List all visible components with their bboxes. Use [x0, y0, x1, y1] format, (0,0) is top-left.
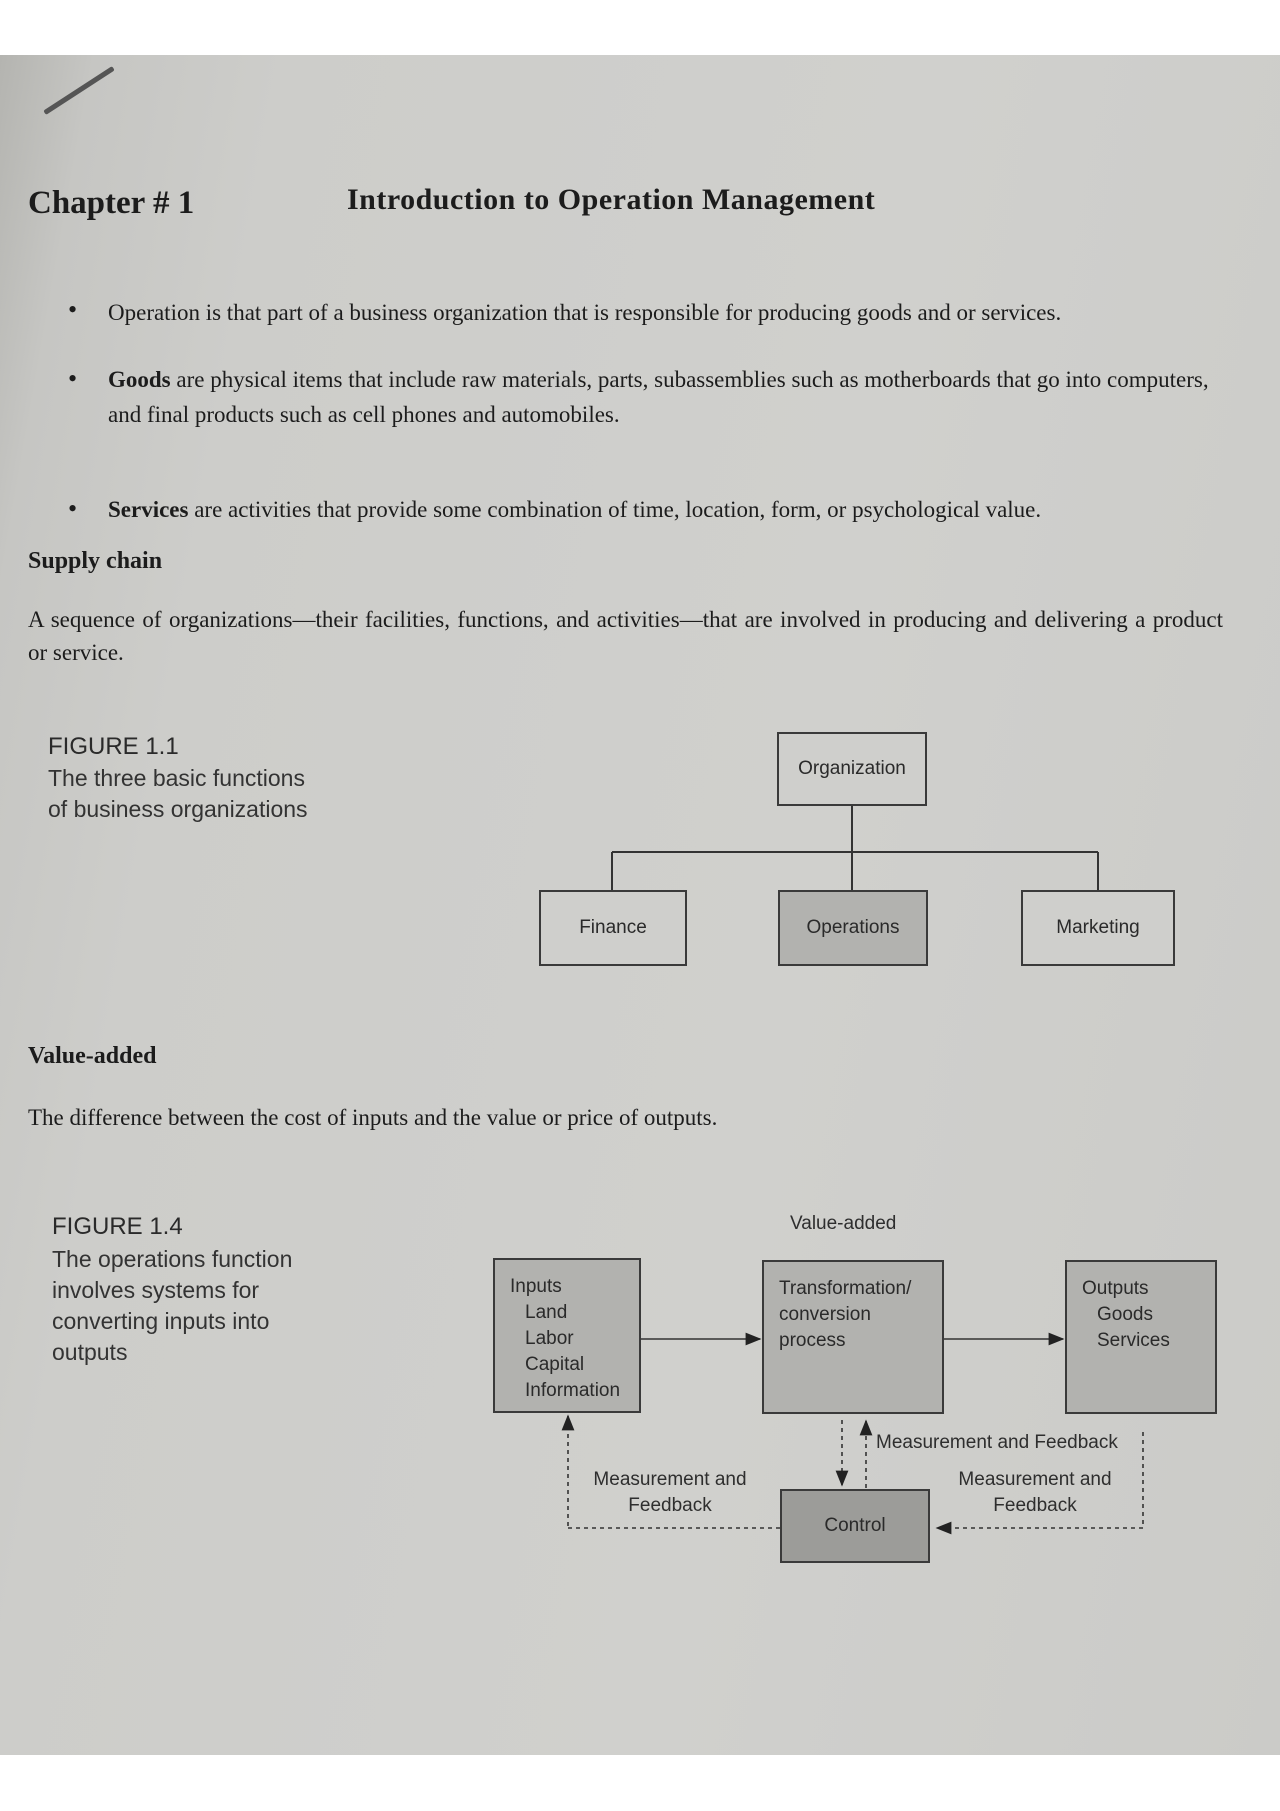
output-item: Goods — [1097, 1304, 1153, 1325]
figure-1-1-caption-line2: of business organizations — [48, 796, 308, 822]
caption-line: involves systems for — [52, 1277, 260, 1303]
inputs-box — [493, 1258, 641, 1413]
transformation-box — [762, 1260, 944, 1414]
feedback-left-label — [585, 1467, 755, 1519]
caption-line: outputs — [52, 1339, 128, 1365]
feedback-line: Measurement and — [958, 1469, 1112, 1490]
org-box-organization: Organization — [777, 732, 927, 806]
input-item: Capital — [525, 1354, 585, 1375]
bullet-icon: • — [68, 494, 78, 523]
feedback-line: Feedback — [628, 1495, 712, 1516]
output-item: Services — [1097, 1330, 1170, 1351]
org-box-operations: Operations — [778, 890, 928, 966]
control-box: Control — [780, 1489, 930, 1563]
bullet-text: are physical items that include raw materials, parts, subassemblies such as motherboards that go into computers, and final products such as cell phones and automobiles. — [108, 367, 1209, 427]
bullet-icon: • — [68, 364, 78, 393]
bullet-icon: • — [68, 295, 78, 324]
value-added-definition: The difference between the cost of inputs and the value or price of outputs. — [28, 1105, 718, 1130]
transformation-line: process — [779, 1330, 846, 1351]
chapter-number: Chapter # 1 — [28, 185, 195, 221]
transformation-line: conversion — [779, 1304, 871, 1325]
org-box-finance: Finance — [539, 890, 687, 966]
feedback-right-label — [950, 1467, 1120, 1519]
bullet-term: Goods — [108, 367, 171, 392]
supply-chain-heading: Supply chain — [28, 548, 163, 574]
figure-1-1-label: FIGURE 1.1 — [48, 733, 179, 760]
inputs-title: Inputs — [510, 1276, 562, 1297]
outputs-title: Outputs — [1082, 1278, 1149, 1299]
feedback-line: Feedback — [993, 1495, 1077, 1516]
feedback-line: Measurement and — [593, 1469, 747, 1490]
feedback-top-label: Measurement and Feedback — [876, 1432, 1118, 1453]
figure-1-4-label: FIGURE 1.4 — [52, 1213, 183, 1240]
input-item: Land — [525, 1302, 568, 1323]
bullet-text: Operation is that part of a business organization that is responsible for producing goods and or services. — [108, 300, 1062, 325]
outputs-box — [1065, 1260, 1217, 1414]
caption-line: converting inputs into — [52, 1308, 270, 1334]
value-added-label: Value-added — [790, 1213, 897, 1234]
figure-1-1-caption-line1: The three basic functions — [48, 765, 305, 791]
bullet-term: Services — [108, 497, 189, 522]
input-item: Information — [525, 1380, 621, 1401]
value-added-heading: Value-added — [28, 1043, 157, 1069]
caption-line: The operations function — [52, 1246, 293, 1272]
transformation-line: Transformation/ — [779, 1278, 912, 1299]
chapter-title: Introduction to Operation Management — [347, 183, 876, 216]
supply-chain-definition: A sequence of organizations—their facilities, functions, and activities—that are involved in producing and delivering a product or service. — [28, 607, 1223, 665]
input-item: Labor — [525, 1328, 574, 1349]
org-box-marketing: Marketing — [1021, 890, 1175, 966]
bullet-text: are activities that provide some combination of time, location, form, or psychological value. — [188, 497, 1042, 522]
